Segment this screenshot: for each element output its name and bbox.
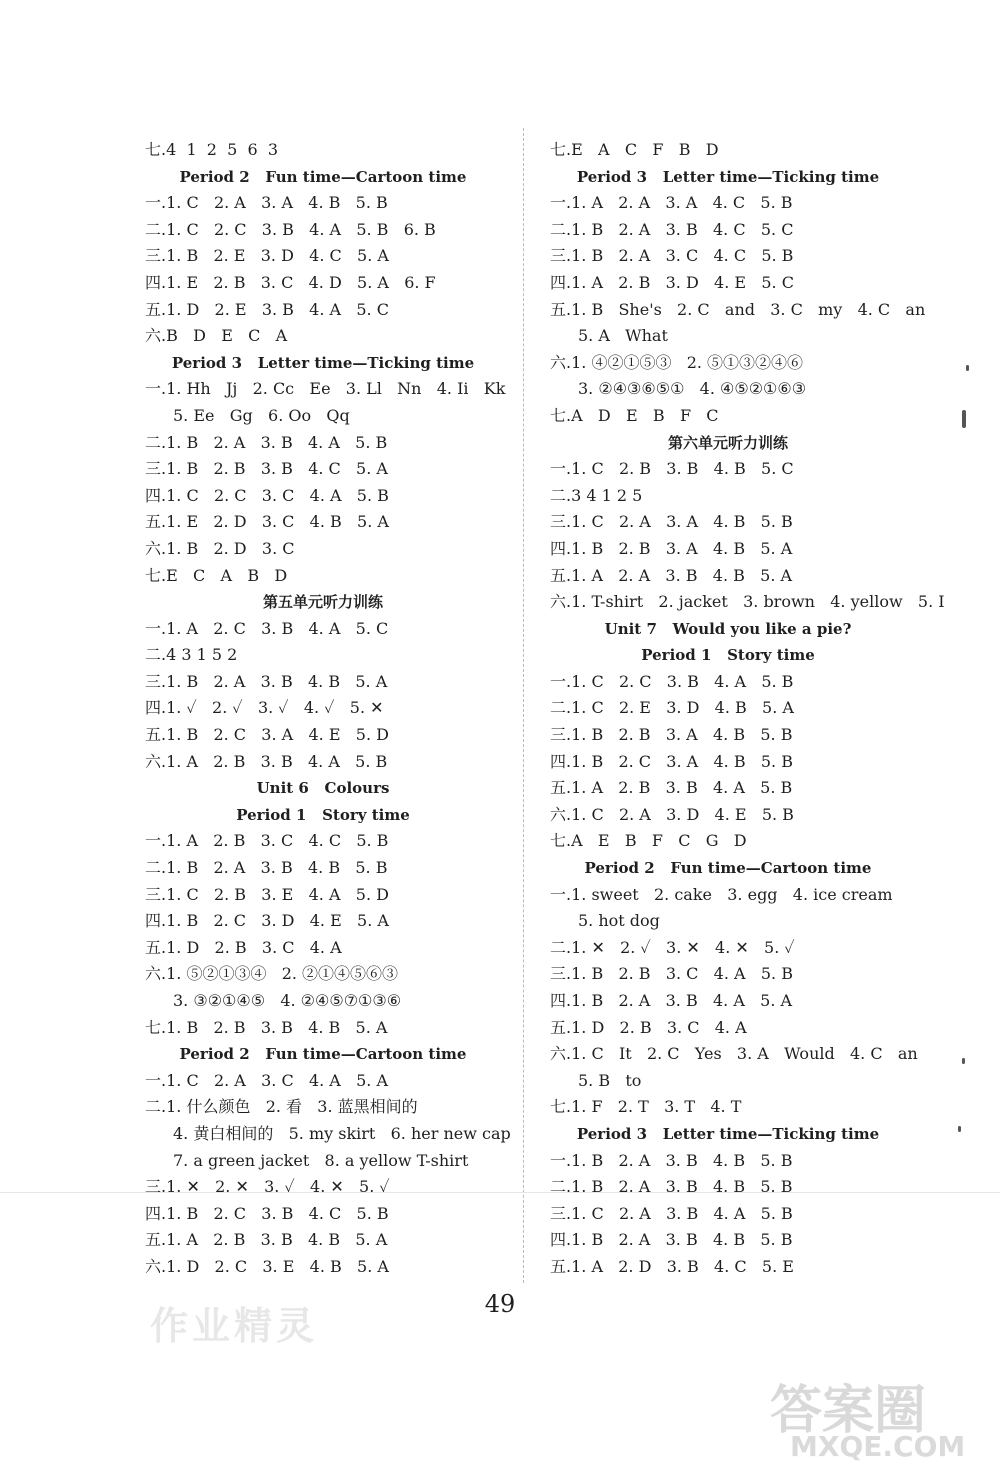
left-answer-line: 六.1. A 2. B 3. B 4. A 5. B — [145, 751, 388, 771]
right-answer-line: 六.1. C 2. A 3. D 4. E 5. B — [550, 804, 794, 824]
left-section-heading: Period 1 Story time — [236, 805, 410, 824]
right-answer-line: 三.1. C 2. A 3. B 4. A 5. B — [550, 1203, 793, 1223]
left-answer-line: 一.1. A 2. B 3. C 4. C 5. B — [145, 831, 389, 851]
right-section-heading: Period 3 Letter time—Ticking time — [576, 167, 880, 186]
right-answer-line: 六.1. T-shirt 2. jacket 3. brown 4. yellow 5. I — [550, 592, 945, 612]
right-section-heading: Period 2 Fun time—Cartoon time — [584, 859, 872, 878]
left-answer-line: 三.1. B 2. A 3. B 4. B 5. A — [145, 671, 388, 691]
right-answer-line: 四.1. B 2. A 3. B 4. B 5. B — [550, 1230, 793, 1250]
right-answer-line: 五.1. A 2. D 3. B 4. C 5. E — [550, 1256, 794, 1276]
right-answer-line: 五.1. A 2. B 3. B 4. A 5. B — [550, 778, 793, 798]
left-section-heading: Period 2 Fun time—Cartoon time — [179, 167, 467, 186]
left-answer-line: 四.1. C 2. C 3. C 4. A 5. B — [145, 485, 389, 505]
left-answer-line: 四.1. ✓ 2. ✓ 3. ✓ 4. ✓ 5. ✕ — [145, 698, 384, 718]
watermark-logo-text: 答案圈 — [770, 1381, 927, 1441]
left-answer-line: 五.1. D 2. B 3. C 4. A — [145, 937, 342, 957]
right-answer-line: 四.1. B 2. A 3. B 4. A 5. A — [550, 991, 793, 1010]
right-answer-line: 六.1. ④②①⑤③ 2. ⑤①③②④⑥ — [550, 352, 804, 372]
left-answer-line: 五.1. B 2. C 3. A 4. E 5. D — [145, 725, 389, 745]
left-answer-line: 二.1. B 2. A 3. B 4. B 5. B — [145, 858, 388, 878]
right-answer-line: 三.1. B 2. A 3. C 4. C 5. B — [550, 246, 794, 266]
right-column — [550, 137, 945, 1281]
left-answer-line: 一.1. C 2. A 3. A 4. B 5. B — [145, 193, 388, 213]
right-answer-line: 一.1. C 2. B 3. B 4. B 5. C — [550, 459, 794, 479]
left-answer-line: 三.1. C 2. B 3. E 4. A 5. D — [145, 884, 389, 904]
right-answer-line: 三.1. C 2. A 3. A 4. B 5. B — [550, 512, 793, 532]
right-section-heading: 第六单元听力训练 — [667, 433, 788, 452]
left-answer-line: 七.E C A B D — [145, 565, 288, 585]
left-section-heading: Period 2 Fun time—Cartoon time — [179, 1045, 467, 1064]
scan-speck — [962, 410, 966, 428]
left-section-heading: 第五单元听力训练 — [262, 593, 383, 612]
scan-speck — [958, 1126, 961, 1132]
faded-stamp: 作业精灵 — [150, 1304, 319, 1348]
right-answer-line: 七.A D E B F C — [550, 405, 719, 425]
right-answer-line: 二.1. B 2. A 3. B 4. B 5. B — [550, 1177, 793, 1197]
left-section-heading: Period 3 Letter time—Ticking time — [171, 353, 475, 372]
left-answer-line: 二.1. 什么颜色 2. 看 3. 蓝黑相间的 — [145, 1097, 418, 1117]
left-column — [145, 137, 525, 1281]
left-answer-line: 一.1. C 2. A 3. C 4. A 5. A — [145, 1070, 389, 1090]
left-answer-line: 六.1. ⑤②①③④ 2. ②①④⑤⑥③ — [145, 964, 399, 984]
page-number: 49 — [484, 1290, 516, 1318]
left-answer-line: 七.4 1 2 5 6 3 — [145, 140, 279, 159]
right-section-heading: Period 1 Story time — [641, 646, 815, 665]
right-answer-line: 五.1. B She's 2. C and 3. C my 4. C an — [550, 299, 926, 319]
left-answer-line: 三.1. B 2. B 3. B 4. C 5. A — [145, 459, 388, 479]
right-answer-line: 5. A What — [578, 326, 668, 346]
right-answer-line: 二.1. ✕ 2. ✓ 3. ✕ 4. ✕ 5. ✓ — [550, 937, 795, 957]
left-answer-line: 一.1. A 2. C 3. B 4. A 5. C — [145, 618, 389, 638]
left-answer-line: 五.1. A 2. B 3. B 4. B 5. A — [145, 1230, 388, 1250]
left-answer-line: 二.4 3 1 5 2 — [145, 645, 238, 665]
right-answer-line: 七.1. F 2. T 3. T 4. T — [550, 1097, 742, 1117]
left-answer-line: 四.1. B 2. C 3. D 4. E 5. A — [145, 911, 389, 931]
left-answer-line: 一.1. Hh Jj 2. Cc Ee 3. Ll Nn 4. Ii Kk — [145, 379, 506, 399]
right-answer-line: 二.3 4 1 2 5 — [550, 485, 643, 505]
right-answer-line: 一.1. B 2. A 3. B 4. B 5. B — [550, 1150, 793, 1170]
right-answer-line: 二.1. B 2. A 3. B 4. C 5. C — [550, 219, 794, 239]
right-answer-line: 五.1. A 2. A 3. B 4. B 5. A — [550, 565, 793, 585]
right-section-heading: Period 3 Letter time—Ticking time — [576, 1124, 880, 1143]
watermark-url: MXQE.COM — [790, 1430, 966, 1463]
right-answer-line: 一.1. C 2. C 3. B 4. A 5. B — [550, 671, 794, 691]
right-answer-line: 三.1. B 2. B 3. A 4. B 5. B — [550, 725, 793, 745]
left-answer-line: 七.1. B 2. B 3. B 4. B 5. A — [145, 1017, 388, 1037]
left-answer-line: 二.1. B 2. A 3. B 4. A 5. B — [145, 432, 388, 452]
left-answer-line: 三.1. ✕ 2. ✕ 3. ✓ 4. ✕ 5. ✓ — [145, 1177, 390, 1197]
right-answer-line: 一.1. A 2. A 3. A 4. C 5. B — [550, 193, 793, 213]
right-answer-line: 5. hot dog — [578, 911, 660, 931]
left-answer-line: 5. Ee Gg 6. Oo Qq — [173, 405, 350, 425]
right-section-heading: Unit 7 Would you like a pie? — [604, 619, 852, 638]
right-answer-line: 3. ②④③⑥⑤① 4. ④⑤②①⑥③ — [578, 379, 807, 399]
right-answer-line: 三.1. B 2. B 3. C 4. A 5. B — [550, 964, 793, 984]
site-watermark — [760, 1368, 990, 1463]
left-answer-line: 六.1. D 2. C 3. E 4. B 5. A — [145, 1256, 389, 1276]
right-answer-line: 七.A E B F C G D — [550, 831, 747, 851]
left-answer-line: 四.1. B 2. C 3. B 4. C 5. B — [145, 1203, 389, 1223]
right-answer-line: 二.1. C 2. E 3. D 4. B 5. A — [550, 698, 794, 718]
left-answer-line: 六.B D E C A — [145, 326, 288, 346]
left-answer-line: 五.1. E 2. D 3. C 4. B 5. A — [145, 512, 389, 532]
right-answer-line: 七.E A C F B D — [550, 140, 719, 159]
right-answer-line: 5. B to — [578, 1070, 642, 1090]
right-answer-line: 四.1. A 2. B 3. D 4. E 5. C — [550, 272, 794, 292]
left-answer-line: 7. a green jacket 8. a yellow T-shirt — [173, 1150, 469, 1170]
left-answer-line: 五.1. D 2. E 3. B 4. A 5. C — [145, 299, 389, 319]
left-section-heading: Unit 6 Colours — [256, 779, 390, 798]
right-answer-line: 五.1. D 2. B 3. C 4. A — [550, 1017, 747, 1037]
right-answer-line: 四.1. B 2. B 3. A 4. B 5. A — [550, 538, 793, 558]
left-answer-line: 四.1. E 2. B 3. C 4. D 5. A 6. F — [145, 272, 436, 292]
scan-speck — [966, 365, 969, 371]
right-answer-line: 四.1. B 2. C 3. A 4. B 5. B — [550, 751, 793, 771]
right-answer-line: 六.1. C It 2. C Yes 3. A Would 4. C an — [550, 1044, 918, 1064]
left-answer-line: 三.1. B 2. E 3. D 4. C 5. A — [145, 246, 389, 266]
scan-speck — [962, 1058, 965, 1064]
left-answer-line: 4. 黄白相间的 5. my skirt 6. her new cap — [173, 1123, 511, 1143]
left-answer-line: 六.1. B 2. D 3. C — [145, 538, 295, 558]
left-answer-line: 3. ③②①④⑤ 4. ②④⑤⑦①③⑥ — [173, 991, 402, 1010]
left-answer-line: 二.1. C 2. C 3. B 4. A 5. B 6. B — [145, 219, 436, 239]
right-answer-line: 一.1. sweet 2. cake 3. egg 4. ice cream — [550, 884, 893, 904]
